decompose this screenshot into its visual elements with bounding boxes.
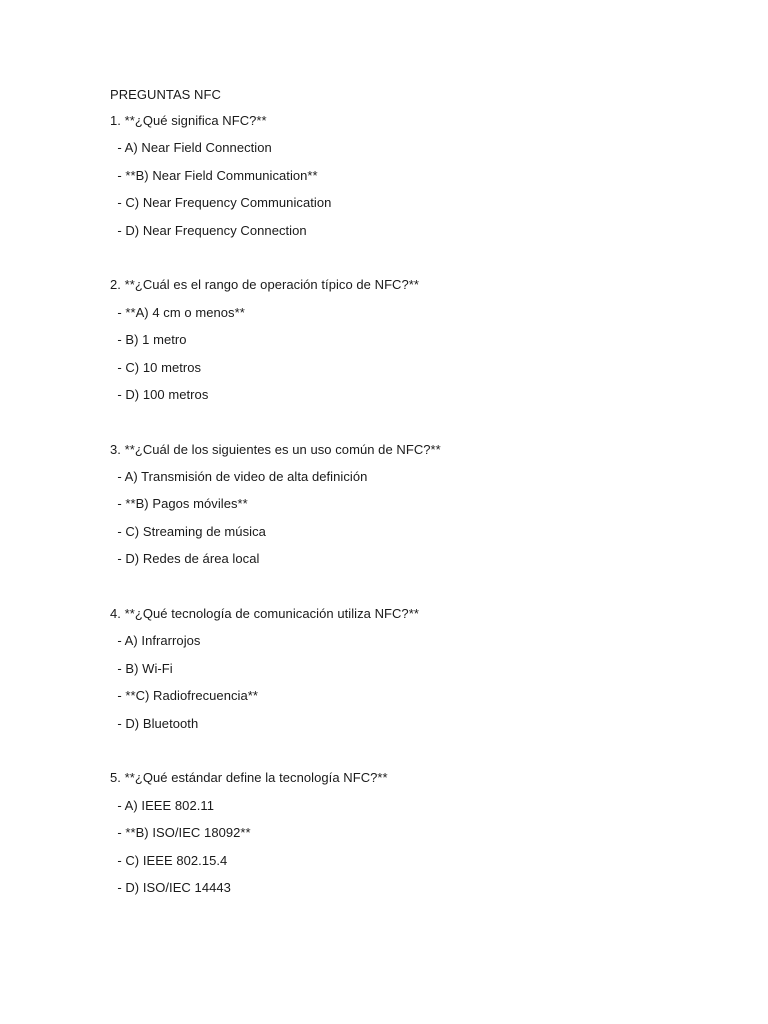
question-1-option-a: - A) Near Field Connection (110, 140, 272, 156)
question-2-option-a: - **A) 4 cm o menos** (110, 304, 245, 320)
question-4-option-b: - B) Wi-Fi (110, 660, 173, 676)
question-1-option-c: - C) Near Frequency Communication (110, 195, 332, 211)
paragraph-gap (110, 578, 710, 605)
paragraph-gap (110, 742, 710, 769)
question-5-option-b: - **B) ISO/IEC 18092** (110, 825, 251, 841)
question-4-option-a: - A) Infrarrojos (110, 633, 201, 649)
question-4 (110, 605, 710, 742)
question-4-option-c: - **C) Radiofrecuencia** (110, 688, 258, 704)
paragraph-gap (110, 249, 710, 276)
question-3 (110, 441, 710, 578)
question-4-option-d: - D) Bluetooth (110, 715, 199, 731)
question-5-option-a: - A) IEEE 802.11 (110, 797, 214, 813)
question-3-option-b: - **B) Pagos móviles** (110, 496, 248, 512)
question-1 (110, 112, 710, 249)
question-3-text: 3. **¿Cuál de los siguientes es un uso común de NFC?** (110, 441, 441, 457)
question-2 (110, 276, 710, 413)
question-5-option-d: - D) ISO/IEC 14443 (110, 879, 231, 895)
question-1-option-b: - **B) Near Field Communication** (110, 167, 318, 183)
question-3-option-c: - C) Streaming de música (110, 523, 266, 539)
question-3-option-a: - A) Transmisión de video de alta definición (110, 469, 368, 485)
question-2-text: 2. **¿Cuál es el rango de operación típico de NFC?** (110, 277, 419, 293)
question-5 (110, 769, 710, 906)
question-4-text: 4. **¿Qué tecnología de comunicación utiliza NFC?** (110, 606, 419, 622)
question-5-text: 5. **¿Qué estándar define la tecnología NFC?** (110, 770, 388, 786)
paragraph-gap (110, 413, 710, 440)
question-2-option-b: - B) 1 metro (110, 332, 187, 348)
question-5-option-c: - C) IEEE 802.15.4 (110, 852, 228, 868)
question-3-option-d: - D) Redes de área local (110, 551, 260, 567)
question-1-option-d: - D) Near Frequency Connection (110, 222, 307, 238)
question-2-option-d: - D) 100 metros (110, 386, 209, 402)
document-body (110, 86, 710, 906)
question-2-option-c: - C) 10 metros (110, 359, 202, 375)
document-title: PREGUNTAS NFC (110, 87, 221, 102)
question-1-text: 1. **¿Qué significa NFC?** (110, 113, 267, 128)
